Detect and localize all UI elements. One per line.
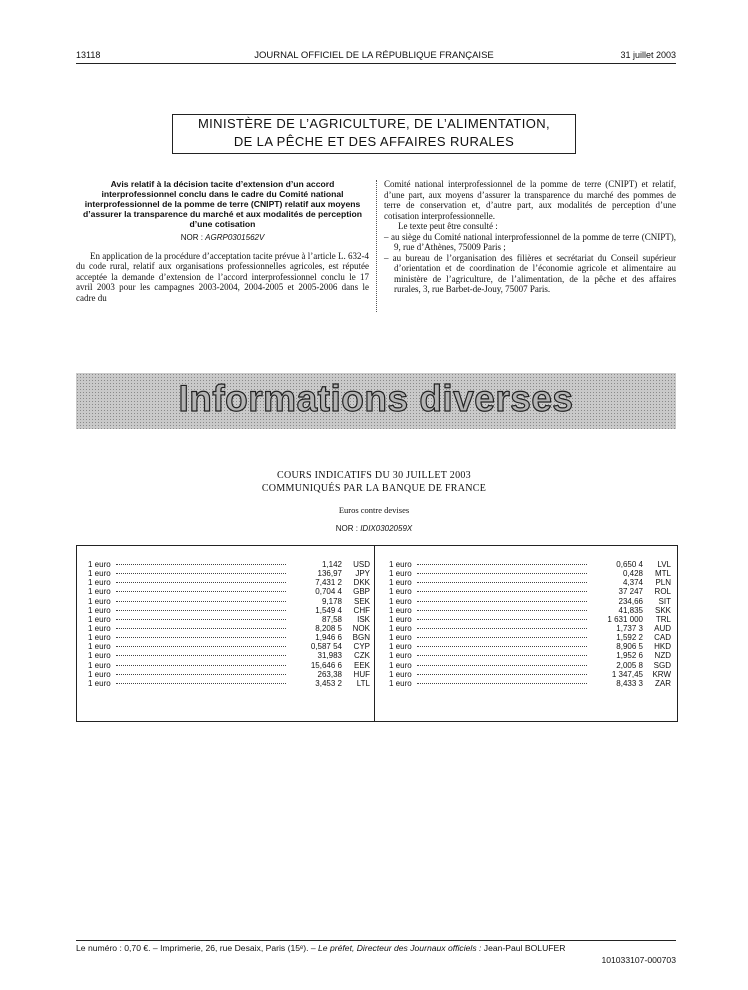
journal-title: JOURNAL OFFICIEL DE LA RÉPUBLIQUE FRANÇAISE	[254, 50, 494, 61]
rate-currency-code: HUF	[353, 669, 370, 679]
rate-value: 1,946 6	[315, 633, 342, 643]
rate-value: 234,66	[618, 596, 643, 606]
rate-row	[88, 661, 370, 670]
rate-currency-code: EEK	[353, 660, 370, 670]
rate-currency-code: NOK	[352, 623, 370, 633]
rate-row	[88, 606, 370, 615]
rate-row	[389, 624, 671, 633]
cours-subtitle: Euros contre devises	[338, 505, 410, 515]
rate-value: 1 631 000	[607, 614, 643, 624]
rate-value: 1,952 6	[616, 651, 643, 661]
rate-leader-dots	[417, 637, 587, 638]
footer-rule	[76, 940, 676, 941]
rate-value: 41,835	[618, 605, 643, 615]
rate-currency-code: SIT	[658, 596, 671, 606]
rates-column-left	[88, 560, 370, 688]
header-rule	[76, 63, 676, 64]
rate-leader-dots	[417, 564, 587, 565]
rate-value: 136,97	[317, 569, 342, 579]
rate-label: 1 euro	[88, 651, 111, 661]
rate-value: 1,549 4	[315, 605, 342, 615]
rate-leader-dots	[116, 591, 286, 592]
avis-nor-label: NOR :	[180, 233, 203, 242]
rate-leader-dots	[417, 610, 587, 611]
rate-label: 1 euro	[88, 633, 111, 643]
rate-currency-code: CZK	[354, 651, 370, 661]
avis-paragraph-1: En application de la procédure d’acceptation tacite prévue à l’article L. 632-4 du code rural, relatif aux organisations professionnelles agricoles, est réputée acceptée la demande d’extension de l’accord interprofessionnel conclu le 17 avril 2003 pour les campagnes 2003-2004, 2004-2005 et 2005-2006 dans le cadre du	[76, 250, 369, 303]
rate-row	[389, 670, 671, 679]
rate-label: 1 euro	[389, 569, 412, 579]
rate-label: 1 euro	[389, 596, 412, 606]
rate-leader-dots	[417, 582, 587, 583]
rate-value: 263,38	[317, 669, 342, 679]
rate-row	[88, 624, 370, 633]
cours-nor	[0, 524, 748, 533]
footer-code: 101033107-000703	[601, 955, 676, 965]
rate-label: 1 euro	[88, 614, 111, 624]
rate-label: 1 euro	[389, 660, 412, 670]
rate-currency-code: BGN	[352, 633, 370, 643]
rate-row	[389, 679, 671, 688]
rate-label: 1 euro	[389, 614, 412, 624]
rate-value: 1,592 2	[616, 633, 643, 643]
avis-title: Avis relatif à la décision tacite d’extension d’un accord interprofessionnel conclu dans le cadre du Comité national interprofessionnel de la pomme de terre (CNIPT) relatif aux moyens d’assurer la transparence du marché et aux modalités de perception d’une cotisation	[83, 179, 362, 229]
cours-nor-label: NOR :	[335, 524, 358, 533]
rate-label: 1 euro	[88, 596, 111, 606]
rate-leader-dots	[417, 655, 587, 656]
rate-value: 0,428	[622, 569, 643, 579]
rate-currency-code: KRW	[652, 669, 671, 679]
rate-label: 1 euro	[389, 633, 412, 643]
rate-value: 8,433 3	[616, 678, 643, 688]
rate-label: 1 euro	[389, 642, 412, 652]
rate-row	[88, 679, 370, 688]
rate-leader-dots	[116, 564, 286, 565]
rate-currency-code: USD	[353, 560, 370, 569]
rate-row	[389, 642, 671, 651]
footer-imprint-director-title: Le préfet, Directeur des Journaux officiels :	[318, 943, 482, 953]
rate-value: 15,646 6	[310, 660, 342, 670]
rate-label: 1 euro	[88, 560, 111, 569]
rate-currency-code: LVL	[657, 560, 671, 569]
rate-leader-dots	[116, 619, 286, 620]
rate-value: 37 247	[618, 587, 643, 597]
rate-value: 87,58	[321, 614, 342, 624]
rate-row	[88, 578, 370, 587]
rate-leader-dots	[116, 674, 286, 675]
rate-leader-dots	[417, 646, 587, 647]
rate-row	[389, 569, 671, 578]
rate-label: 1 euro	[88, 578, 111, 588]
publication-date: 31 juillet 2003	[620, 50, 676, 60]
rate-value: 31,983	[317, 651, 342, 661]
footer-imprint-director-name: Jean-Paul BOLUFER	[483, 943, 566, 953]
rate-currency-code: CAD	[654, 633, 671, 643]
avis-nor	[76, 233, 369, 244]
rate-currency-code: DKK	[353, 578, 370, 588]
rate-currency-code: ISK	[357, 614, 370, 624]
rate-row	[88, 587, 370, 596]
rate-leader-dots	[116, 655, 286, 656]
rate-row	[389, 633, 671, 642]
rate-label: 1 euro	[389, 605, 412, 615]
rate-label: 1 euro	[389, 678, 412, 688]
rate-leader-dots	[116, 683, 286, 684]
rate-currency-code: GBP	[353, 587, 370, 597]
rate-value: 0,704 4	[315, 587, 342, 597]
rate-currency-code: NZD	[654, 651, 671, 661]
rate-row	[389, 587, 671, 596]
avis-consult-intro: Le texte peut être consulté :	[398, 221, 498, 231]
rates-table-divider	[374, 545, 375, 722]
rate-leader-dots	[417, 683, 587, 684]
avis-nor-code: AGRP0301562V	[205, 233, 265, 242]
avis-bullet-2: – au bureau de l’organisation des filières et secrétariat du Conseil supérieur d’orientation et de coordination de l’économie agricole et alimentaire au ministère de l’agriculture, de l’alimentation, de la pêche et des affaires rurales, 3, rue Barbet-de-Jouy, 75007 Paris.	[384, 252, 676, 294]
rate-row	[389, 606, 671, 615]
rate-currency-code: SKK	[654, 605, 671, 615]
rate-label: 1 euro	[88, 660, 111, 670]
rate-leader-dots	[116, 573, 286, 574]
rate-row	[389, 661, 671, 670]
rate-value: 1 347,45	[611, 669, 643, 679]
rate-leader-dots	[417, 628, 587, 629]
rate-label: 1 euro	[389, 669, 412, 679]
rate-label: 1 euro	[88, 587, 111, 597]
rate-label: 1 euro	[88, 642, 111, 652]
rate-label: 1 euro	[88, 669, 111, 679]
cours-nor-code: IDIX0302059X	[360, 524, 413, 533]
footer-imprint-price: Le numéro : 0,70 €. – Imprimerie, 26, rue Desaix, Paris (15ᵉ). –	[76, 943, 316, 953]
rate-currency-code: LTL	[356, 678, 370, 688]
rate-row	[389, 651, 671, 660]
rate-row	[88, 615, 370, 624]
rates-column-right	[389, 560, 671, 688]
rate-row	[88, 651, 370, 660]
column-divider	[376, 180, 377, 312]
rate-leader-dots	[417, 665, 587, 666]
rate-value: 7,431 2	[315, 578, 342, 588]
rate-label: 1 euro	[88, 569, 111, 579]
rate-currency-code: CYP	[353, 642, 370, 652]
rate-value: 9,178	[321, 596, 342, 606]
rate-leader-dots	[116, 628, 286, 629]
rate-value: 1,142	[321, 560, 342, 569]
rate-currency-code: SEK	[353, 596, 370, 606]
page-number: 13118	[76, 50, 101, 60]
section-banner-title: Informations diverses	[178, 378, 574, 419]
avis-column-right	[384, 179, 676, 295]
rate-leader-dots	[116, 637, 286, 638]
rate-label: 1 euro	[389, 560, 412, 569]
rate-value: 0,587 54	[310, 642, 342, 652]
footer-imprint	[76, 943, 676, 953]
rate-leader-dots	[417, 619, 587, 620]
rate-currency-code: JPY	[355, 569, 370, 579]
rate-row	[88, 569, 370, 578]
rate-label: 1 euro	[389, 578, 412, 588]
rate-row	[88, 597, 370, 606]
rate-currency-code: ROL	[654, 587, 671, 597]
rate-row	[389, 615, 671, 624]
cours-title-line-1: COURS INDICATIFS DU 30 JUILLET 2003	[277, 470, 471, 481]
rate-currency-code: ZAR	[655, 678, 671, 688]
rate-label: 1 euro	[389, 587, 412, 597]
rate-leader-dots	[116, 582, 286, 583]
rate-currency-code: SGD	[653, 660, 671, 670]
rate-leader-dots	[116, 610, 286, 611]
rate-value: 0,650 4	[616, 560, 643, 569]
rate-row	[88, 642, 370, 651]
rate-value: 3,453 2	[315, 678, 342, 688]
rate-leader-dots	[417, 573, 587, 574]
rate-leader-dots	[417, 591, 587, 592]
rate-label: 1 euro	[88, 678, 111, 688]
rate-value: 8,208 5	[315, 623, 342, 633]
rate-label: 1 euro	[88, 623, 111, 633]
avis-bullet-1: – au siège du Comité national interprofessionnel de la pomme de terre (CNIPT), 9, rue d’Athènes, 75009 Paris ;	[384, 231, 676, 252]
ministry-line-1: MINISTÈRE DE L’AGRICULTURE, DE L’ALIMENTATION,	[197, 116, 551, 131]
rate-currency-code: PLN	[655, 578, 671, 588]
rate-value: 2,005 8	[616, 660, 643, 670]
rate-leader-dots	[116, 646, 286, 647]
rate-label: 1 euro	[389, 623, 412, 633]
cours-title	[0, 469, 748, 495]
rate-currency-code: MTL	[655, 569, 671, 579]
rate-row	[88, 633, 370, 642]
rate-row	[88, 560, 370, 569]
rate-currency-code: TRL	[655, 614, 671, 624]
rate-row	[389, 597, 671, 606]
ministry-line-2: DE LA PÊCHE ET DES AFFAIRES RURALES	[233, 134, 515, 149]
rate-label: 1 euro	[88, 605, 111, 615]
ministry-heading	[172, 114, 576, 154]
rate-value: 8,906 5	[616, 642, 643, 652]
rate-currency-code: HKD	[654, 642, 671, 652]
rate-leader-dots	[116, 665, 286, 666]
rate-value: 4,374	[622, 578, 643, 588]
rate-currency-code: AUD	[654, 623, 671, 633]
rate-leader-dots	[417, 674, 587, 675]
rate-row	[88, 670, 370, 679]
rate-leader-dots	[116, 601, 286, 602]
rate-leader-dots	[417, 601, 587, 602]
rate-row	[389, 578, 671, 587]
avis-paragraph-1-continued: Comité national interprofessionnel de la pomme de terre (CNIPT) et relatif, d’une part, aux moyens d’assurer la transparence du marché des pommes de terre de conservation et, d’autre part, aux modalités de perception d’une cotisation interprofessionnelle.	[384, 179, 676, 221]
rate-currency-code: CHF	[353, 605, 370, 615]
cours-title-line-2: COMMUNIQUÉS PAR LA BANQUE DE FRANCE	[261, 483, 487, 494]
rate-value: 1,737 3	[616, 623, 643, 633]
rate-label: 1 euro	[389, 651, 412, 661]
avis-column-left	[76, 179, 369, 303]
rate-row	[389, 560, 671, 569]
